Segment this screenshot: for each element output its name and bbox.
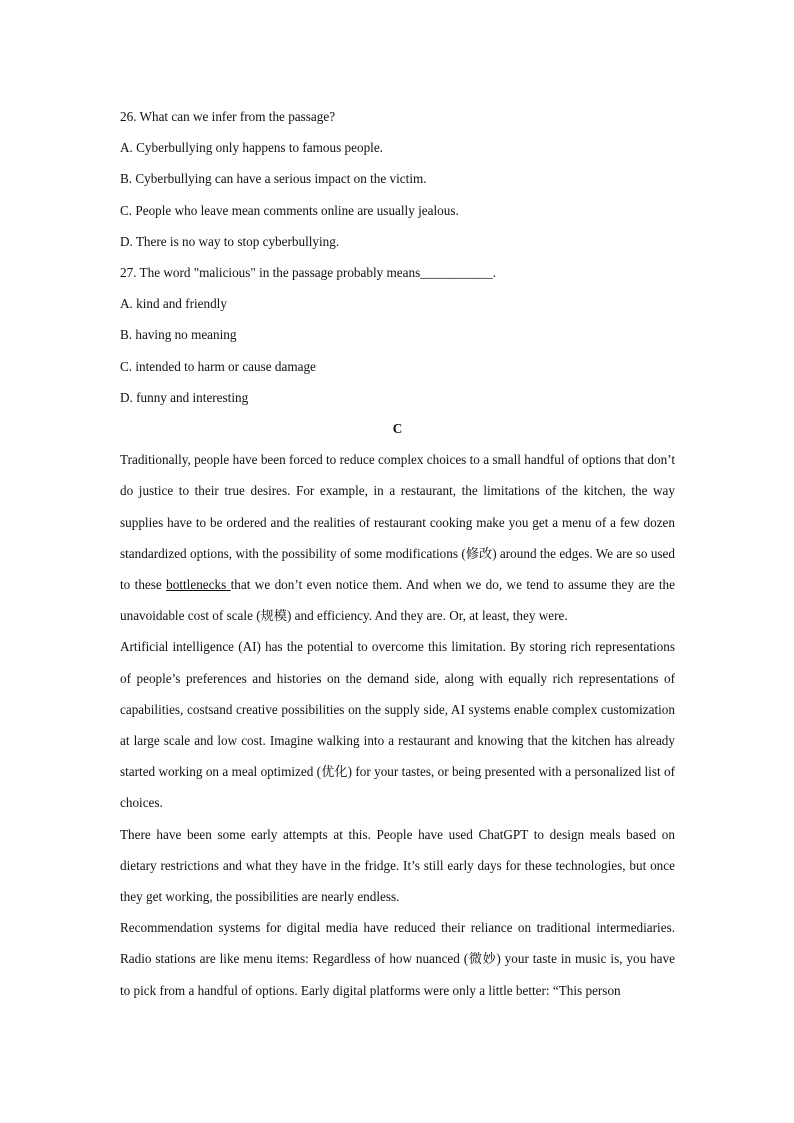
option-b: B. having no meaning xyxy=(120,327,237,343)
option-c: C. People who leave mean comments online are usually jealous. xyxy=(120,202,459,218)
option-a: A. kind and friendly xyxy=(120,296,227,312)
option-a: A. Cyberbullying only happens to famous people. xyxy=(120,140,383,156)
question-stem: 27. The word "malicious" in the passage probably means___________. xyxy=(120,265,497,281)
paragraph-text: Traditionally, people have been forced to reduce complex choices to a small handful of options that don’t do justice to their true desires. For example, in a restaurant, the limitations of the kitchen, the way supplies have to be ordered and the realities of restaurant cooking make you get a menu of a few dozen standardized options, with the possibility of some modifications (修改) around the edges. We are so used to these xyxy=(120,452,675,593)
exam-page xyxy=(120,101,675,1006)
question-27 xyxy=(120,257,675,413)
question-stem: 26. What can we infer from the passage? xyxy=(120,109,336,124)
paragraph-text: that we don’t even notice them. And when we do, we tend to assume they are the unavoidable cost of scale (规模) and efficiency. And they are. Or, at least, they were. xyxy=(120,577,676,624)
section-heading: C xyxy=(392,421,403,437)
question-26 xyxy=(120,101,675,257)
option-b: B. Cyberbullying can have a serious impact on the victim. xyxy=(120,171,427,187)
passage-paragraph-3: There have been some early attempts at this. People have used ChatGPT to design meals based on dietary restrictions and what they have in the fridge. It’s still early days for these technologies, but once they get working, the possibilities are nearly endless. xyxy=(120,826,675,905)
passage-paragraph-1 xyxy=(120,444,675,631)
option-c: C. intended to harm or cause damage xyxy=(120,358,316,374)
underlined-word: bottlenecks xyxy=(166,577,231,593)
option-d: D. funny and interesting xyxy=(120,389,249,405)
passage-paragraph-2: Artificial intelligence (AI) has the potential to overcome this limitation. By storing rich representations of people’s preferences and histories on the demand side, along with equally rich representations of capabilities, costsand creative possibilities on the supply side, AI systems enable complex customization at large scale and low cost. Imagine walking into a restaurant and knowing that the kitchen has already started working on a meal optimized (优化) for your tastes, or being presented with a personalized list of choices. xyxy=(120,639,675,811)
option-d: D. There is no way to stop cyberbullying. xyxy=(120,233,340,249)
passage-paragraph-4: Recommendation systems for digital media have reduced their reliance on traditional intermediaries. Radio stations are like menu items: Regardless of how nuanced (微妙) your taste in music is, you have to pick from a handful of options. Early digital platforms were only a little better: “This person xyxy=(120,920,675,998)
